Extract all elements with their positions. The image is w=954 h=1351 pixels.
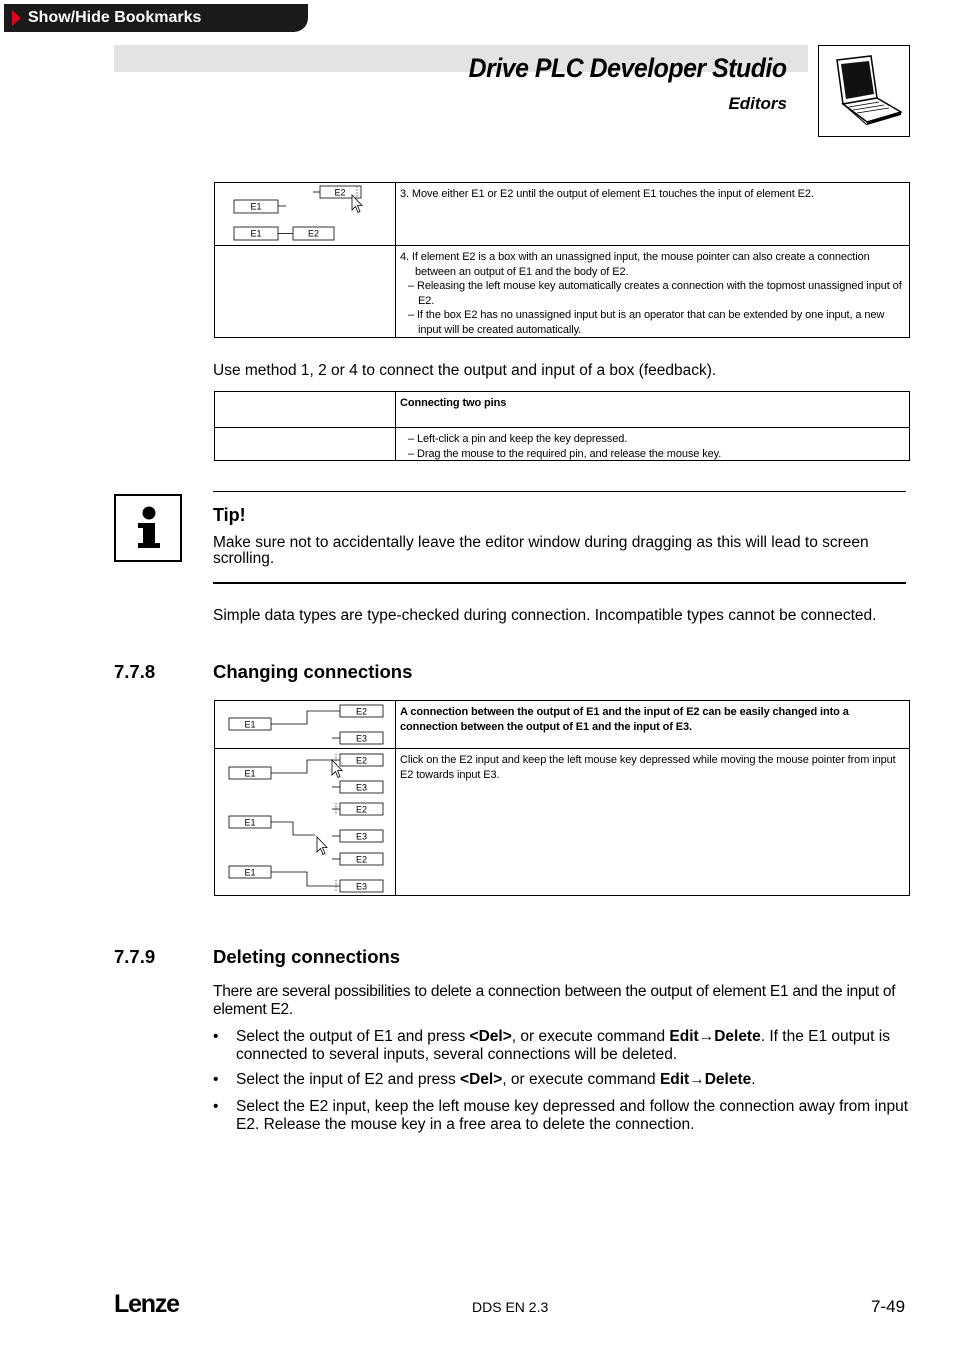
connection-steps-table — [214, 182, 910, 338]
section-title: Deleting connections — [213, 946, 401, 967]
step-4-cell — [396, 246, 909, 337]
e1-label: E1 — [250, 201, 262, 212]
paragraph-types: Simple data types are type-checked during connection. Incompatible types cannot be connected. — [213, 607, 877, 624]
empty-cell — [215, 392, 396, 427]
tip-top-rule — [213, 491, 906, 492]
e2-label: E2 — [355, 755, 368, 766]
section-number: 7.7.9 — [114, 946, 156, 967]
table-row — [215, 427, 909, 460]
e2-label: E2 — [355, 706, 368, 717]
page-number: 7-49 — [871, 1297, 906, 1316]
step-4-dash-1: – Releasing the left mouse key automatically creates a connection with the topmost unassigned input of E2. — [408, 280, 902, 307]
e2-label: E2 — [334, 187, 346, 198]
tip-title: Tip! — [213, 505, 246, 525]
pins-dash-2: – Drag the mouse to the required pin, and release the mouse key. — [408, 447, 722, 460]
e2-label: E2 — [355, 854, 368, 865]
lenze-logo: Lenze — [114, 1290, 179, 1318]
paragraph-methods: Use method 1, 2 or 4 to connect the output and input of a box (feedback). — [213, 362, 717, 379]
e1-label: E1 — [250, 228, 262, 239]
e3-label: E3 — [355, 831, 368, 842]
connecting-pins-table — [214, 391, 910, 461]
table-row — [215, 748, 909, 895]
tip-bottom-rule — [213, 582, 906, 584]
e3-label: E3 — [355, 733, 368, 744]
changing-connections-table — [214, 700, 910, 896]
table-row — [215, 392, 909, 427]
diagram-cell — [215, 701, 396, 748]
e1-label: E1 — [244, 867, 256, 878]
header-icon-box — [818, 45, 910, 137]
e2-label: E2 — [355, 804, 368, 815]
triangle-right-icon — [12, 10, 21, 26]
e2-label: E2 — [307, 228, 320, 239]
table-row — [215, 245, 909, 337]
empty-cell — [215, 428, 396, 460]
e1-label: E1 — [244, 768, 256, 779]
page-title: Drive PLC Developer Studio — [469, 53, 787, 83]
connecting-pins-steps — [396, 428, 909, 461]
page-subtitle: Editors — [728, 94, 787, 113]
table-row — [215, 183, 909, 245]
e1-label: E1 — [244, 817, 256, 828]
list-item: • Select the input of E2 and press <Del>, or execute command Edit→Delete. — [213, 1071, 756, 1088]
move-element-diagram — [215, 183, 395, 245]
list-item: • Select the E2 input, keep the left mouse key depressed and follow the connection away from input E2. Release the mouse key in a free area to delete the connection. — [213, 1098, 909, 1133]
change-step-text: Click on the E2 input and keep the left mouse key depressed while moving the mouse pointer from input E2 towards input E3. — [400, 754, 896, 781]
step-4-text: 4. If element E2 is a box with an unassigned input, the mouse pointer can also create a connection between an output of E1 and the body of E2. — [400, 251, 870, 278]
delete-intro: There are several possibilities to delete a connection between the output of element E1 and the input of element E2. — [213, 983, 896, 1018]
show-hide-bookmarks-button[interactable] — [4, 4, 308, 32]
table-row — [215, 701, 909, 748]
document-id: DDS EN 2.3 — [472, 1299, 549, 1315]
e3-label: E3 — [355, 782, 368, 793]
e3-label: E3 — [355, 881, 368, 892]
drag-connection-diagram — [215, 749, 395, 895]
change-connection-diagram — [215, 701, 395, 748]
connecting-pins-heading: Connecting two pins — [400, 397, 507, 409]
e1-label: E1 — [244, 719, 256, 730]
mouse-pointer-icon — [317, 837, 327, 855]
diagram-cell — [215, 183, 396, 245]
change-intro-text: A connection between the output of E1 and the input of E2 can be easily changed into a connection between the output of E1 and the input of E3. — [400, 706, 849, 733]
empty-cell — [215, 246, 396, 337]
bookmarks-label: Show/Hide Bookmarks — [28, 9, 202, 26]
info-icon — [114, 494, 182, 562]
laptop-icon — [819, 46, 909, 136]
pins-dash-1: – Left-click a pin and keep the key depressed. — [408, 433, 628, 445]
section-title: Changing connections — [213, 661, 413, 682]
diagram-cell — [215, 749, 396, 895]
tip-text: Make sure not to accidentally leave the editor window during dragging as this will lead to screen scrolling. — [213, 534, 869, 567]
section-number: 7.7.8 — [114, 661, 156, 682]
step-4-dash-2: – If the box E2 has no unassigned input but is an operator that can be extended by one input, a new input will be created automatically. — [408, 309, 885, 336]
step-3-text: 3. Move either E1 or E2 until the output of element E1 touches the input of element E2. — [400, 188, 814, 200]
list-item: • Select the output of E1 and press <Del>, or execute command Edit→Delete. If the E1 output is connected to several inputs, several connections will be deleted. — [213, 1028, 890, 1063]
